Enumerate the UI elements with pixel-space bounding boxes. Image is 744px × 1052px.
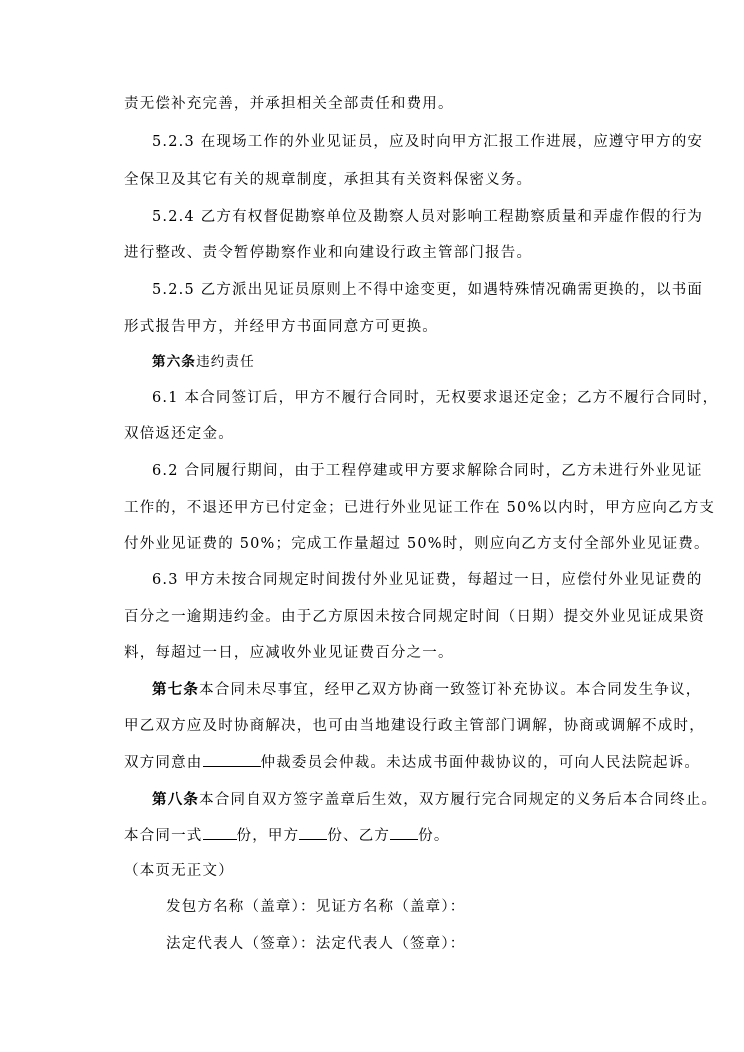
signature-names-line: 发包方名称（盖章）：见证方名称（盖章）： — [166, 899, 466, 915]
clause-6-1-line-2: 双倍返还定金。 — [124, 426, 234, 442]
article-8-text: 本合同自双方签字盖章后生效，双方履行完合同规定的义务后本合同终止。 — [199, 792, 718, 808]
clause-6-1-line-1: 6.1 本合同签订后，甲方不履行合同时，无权要求退还定金；乙方不履行合同时， — [152, 390, 719, 406]
article-7-text-a: 双方同意由 — [124, 755, 203, 771]
clause-6-2-line-1: 6.2 合同履行期间，由于工程停建或甲方要求解除合同时，乙方未进行外业见证 — [152, 463, 703, 479]
clause-5-2-4-line-1: 5.2.4 乙方有权督促勘察单位及勘察人员对影响工程勘察质量和弄虚作假的行为 — [152, 209, 704, 225]
paragraph-line: 责无偿补充完善，并承担相关全部责任和费用。 — [124, 96, 454, 112]
clause-5-2-3-line-2: 全保卫及其它有关的规章制度，承担其有关资料保密义务。 — [124, 172, 533, 188]
article-8-line-2 — [124, 825, 450, 846]
copies-text-c: 份、乙方 — [327, 828, 391, 844]
article-8-label: 第八条 — [152, 791, 200, 808]
clause-6-3-line-1: 6.3 甲方未按合同规定时间拨付外业见证费，每超过一日，应偿付外业见证费的 — [152, 572, 703, 588]
article-7-line-1 — [152, 680, 702, 700]
copies-total-blank — [203, 825, 237, 840]
article-7-text-b: 仲裁委员会仲裁。未达成书面仲裁协议的，可向人民法院起诉。 — [260, 755, 701, 771]
clause-5-2-5-line-1: 5.2.5 乙方派出见证员原则上不得中途变更，如遇特殊情况确需更换的，以书面 — [152, 282, 704, 298]
copies-text-d: 份。 — [418, 828, 450, 844]
article-6-title: 违约责任 — [196, 354, 255, 370]
no-text-note: （本页无正文） — [124, 863, 234, 879]
copies-party-a-blank — [299, 825, 327, 840]
clause-6-3-line-2: 百分之一逾期违约金。由于乙方原因未按合同规定时间（日期）提交外业见证成果资 — [124, 609, 705, 625]
signature-representatives-line: 法定代表人（签章）：法定代表人（签章）： — [166, 936, 466, 952]
article-7-line-2: 甲乙双方应及时协商解决，也可由当地建设行政主管部门调解，协商或调解不成时， — [124, 718, 705, 734]
article-6-label: 第六条 — [152, 354, 197, 370]
clause-6-2-line-2: 工作的，不退还甲方已付定金；已进行外业见证工作在 50%以内时，甲方应向乙方支 — [124, 500, 716, 516]
article-6-heading — [152, 352, 255, 372]
copies-text-a: 本合同一式 — [124, 828, 203, 844]
article-7-text: 本合同未尽事宜，经甲乙双方协商一致签订补充协议。本合同发生争议， — [199, 682, 702, 698]
article-7-label: 第七条 — [152, 681, 200, 698]
clause-5-2-3-line-1: 5.2.3 在现场工作的外业见证员，应及时向甲方汇报工作进展，应遵守甲方的安 — [152, 134, 704, 150]
clause-6-2-line-3: 付外业见证费的 50%；完成工作量超过 50%时，则应向乙方支付全部外业见证费。 — [124, 536, 710, 552]
copies-text-b: 份，甲方 — [236, 828, 300, 844]
clause-5-2-4-line-2: 进行整改、责令暂停勘察作业和向建设行政主管部门报告。 — [124, 245, 533, 261]
copies-party-b-blank — [390, 825, 418, 840]
clause-5-2-5-line-2: 形式报告甲方，并经甲方书面同意方可更换。 — [124, 319, 438, 335]
article-8-line-1 — [152, 790, 717, 810]
clause-6-3-line-3: 料，每超过一日，应减收外业见证费百分之一。 — [124, 645, 454, 661]
arbitration-blank — [203, 752, 261, 767]
article-7-line-3 — [124, 752, 700, 773]
